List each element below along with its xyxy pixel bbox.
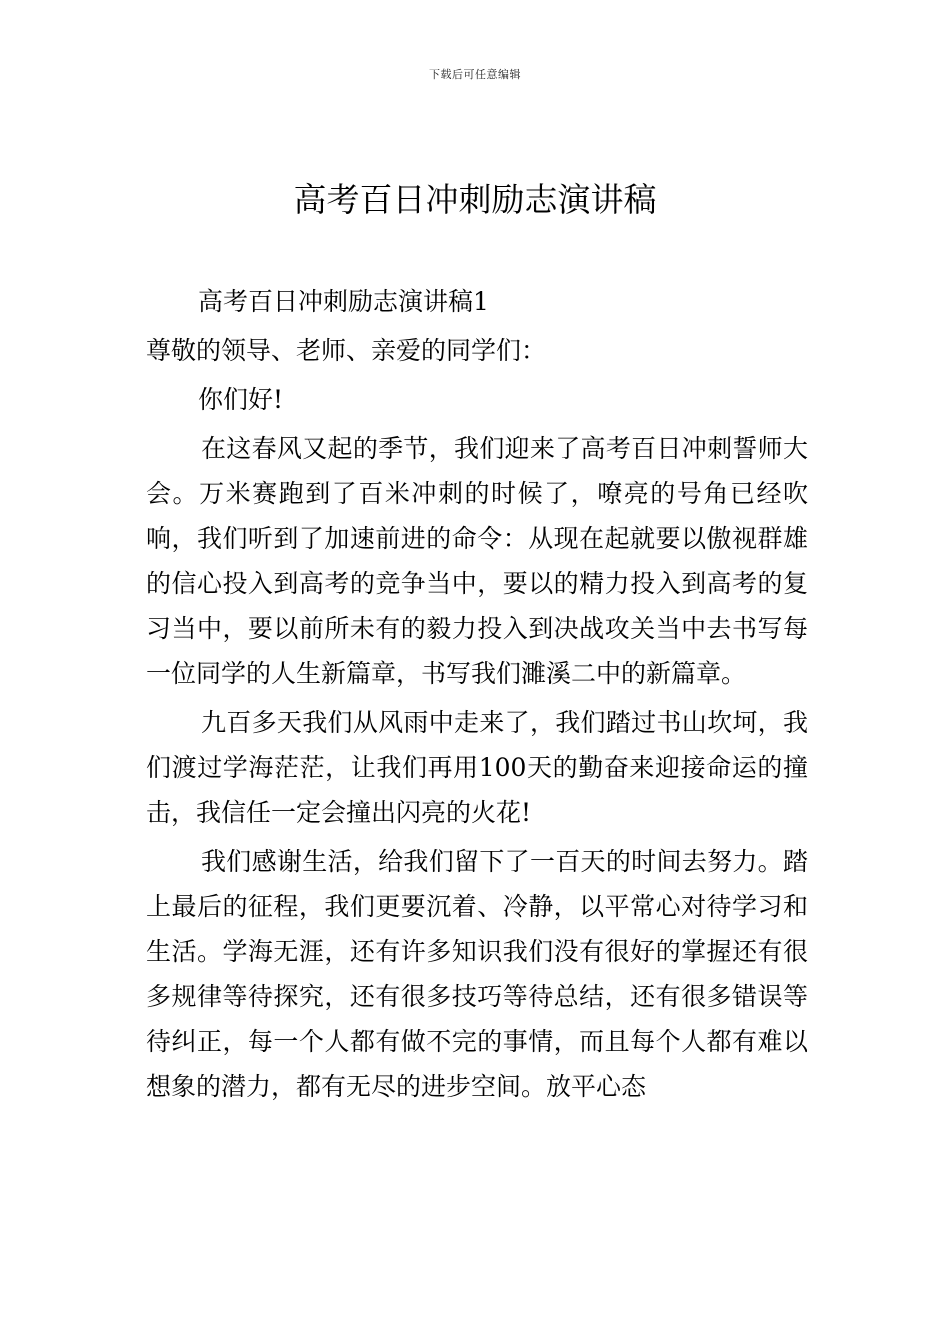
paragraph-3: 我们感谢生活，给我们留下了一百天的时间去努力。踏上最后的征程，我们更要沉着、冷静，以平常心对待学习和生活。学海无涯，还有许多知识我们没有很好的掌握还有很多规律等待探究，还有很多技巧等待总结，还有很多错误等待纠正，每一个人都有做不完的事情，而且每个人都有难以想象的潜力，都有无尽的进步空间。放平心态 xyxy=(146,847,808,1101)
paragraph-2: 九百多天我们从风雨中走来了，我们踏过书山坎坷，我们渡过学海茫茫，让我们再用100天的勤奋来迎接命运的撞击，我信任一定会撞出闪亮的火花! xyxy=(146,708,808,827)
header-note: 下载后可任意编辑 xyxy=(429,68,521,81)
greeting: 你们好! xyxy=(198,385,284,414)
document-body xyxy=(146,279,808,1113)
speech-subtitle: 高考百日冲刺励志演讲稿1 xyxy=(198,287,489,316)
salutation: 尊敬的领导、老师、亲爱的同学们： xyxy=(146,336,547,365)
paragraph-1: 在这春风又起的季节，我们迎来了高考百日冲刺誓师大会。万米赛跑到了百米冲刺的时候了，嘹亮的号角已经吹响，我们听到了加速前进的命令：从现在起就要以傲视群雄的信心投入到高考的竞争当中，要以的精力投入到高考的复习当中，要以前所未有的毅力投入到决战攻关当中去书写每一位同学的人生新篇章，书写我们濉溪二中的新篇章。 xyxy=(146,434,808,688)
document-title: 高考百日冲刺励志演讲稿 xyxy=(293,180,657,219)
